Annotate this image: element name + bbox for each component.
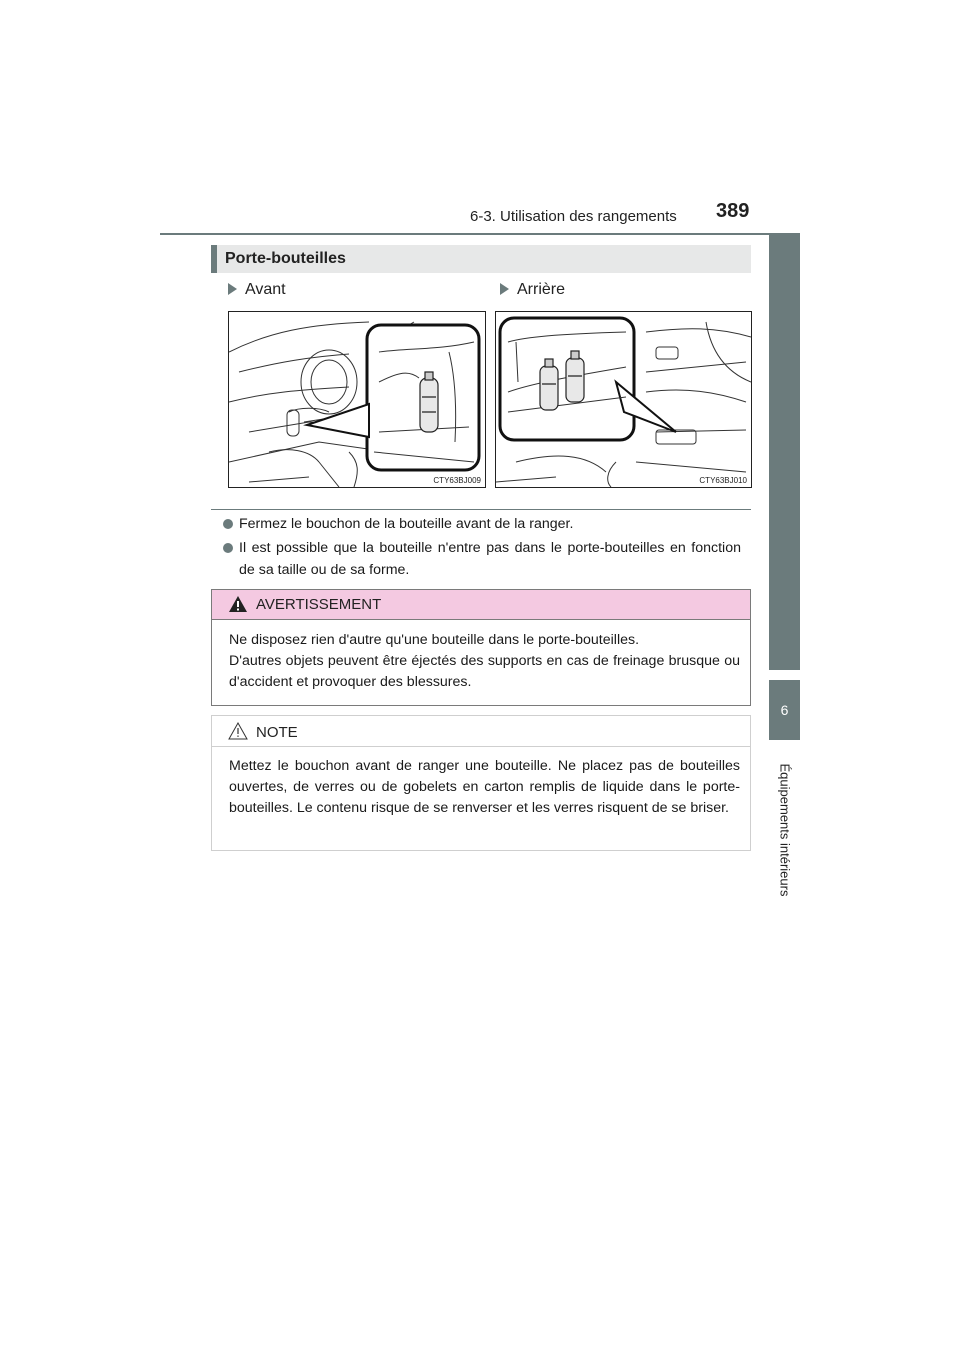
list-item xyxy=(223,513,741,535)
section-heading-bar xyxy=(211,245,217,273)
chapter-number: 6 xyxy=(769,680,800,740)
front-car-interior-drawing xyxy=(229,312,485,487)
rear-cupholder-illustration xyxy=(495,311,752,488)
rear-image-code: CTY63BJ010 xyxy=(699,476,747,485)
warning-triangle-icon xyxy=(228,595,248,613)
note-body: Mettez le bouchon avant de ranger une bouteille. Ne placez pas de bouteilles ouvertes, de verres ou de gobelets en carton remplis de liquide dans le porte-bouteilles. Le contenu risque de se renverser et les verres risquent de se briser. xyxy=(229,758,740,816)
warning-header xyxy=(212,590,750,620)
page-number: 389 xyxy=(716,200,750,222)
note-box xyxy=(211,715,751,851)
warning-body xyxy=(212,620,750,693)
bullet-text: Il est possible que la bouteille n'entre pas dans le porte-bouteilles en fonction de sa taille ou de sa forme. xyxy=(239,540,741,578)
bullet-list xyxy=(223,513,741,583)
rear-label xyxy=(500,281,565,299)
chapter-label: Équipements intérieurs xyxy=(777,763,792,897)
list-item xyxy=(223,537,741,581)
warning-line: Ne disposez rien d'autre qu'une bouteille dans le porte-bouteilles. xyxy=(229,632,640,648)
bullet-text: Fermez le bouchon de la bouteille avant de la ranger. xyxy=(239,516,574,532)
triangle-bullet-icon xyxy=(228,283,237,295)
rear-car-interior-drawing xyxy=(496,312,751,487)
caution-triangle-outline-icon xyxy=(228,722,248,740)
chapter-tab-bar xyxy=(769,233,800,670)
illustration-divider xyxy=(211,509,751,510)
triangle-bullet-icon xyxy=(500,283,509,295)
header-divider xyxy=(160,233,798,235)
front-image-code: CTY63BJ009 xyxy=(433,476,481,485)
section-heading-text: Porte-bouteilles xyxy=(225,250,346,267)
front-cupholder-illustration xyxy=(228,311,486,488)
warning-title: AVERTISSEMENT xyxy=(256,596,382,613)
bullet-dot-icon xyxy=(223,543,233,553)
chapter-label-container xyxy=(769,750,800,910)
note-title: NOTE xyxy=(256,724,298,741)
rear-label-text: Arrière xyxy=(517,281,566,298)
front-label-text: Avant xyxy=(245,281,286,298)
note-header xyxy=(212,716,750,746)
bullet-dot-icon xyxy=(223,519,233,529)
section-title: 6-3. Utilisation des rangements xyxy=(470,208,677,225)
warning-box xyxy=(211,589,751,706)
section-heading xyxy=(211,245,751,273)
front-label xyxy=(228,281,286,299)
warning-line: D'autres objets peuvent être éjectés des supports en cas de freinage brusque ou d'accident et provoquer des blessures. xyxy=(229,653,740,690)
